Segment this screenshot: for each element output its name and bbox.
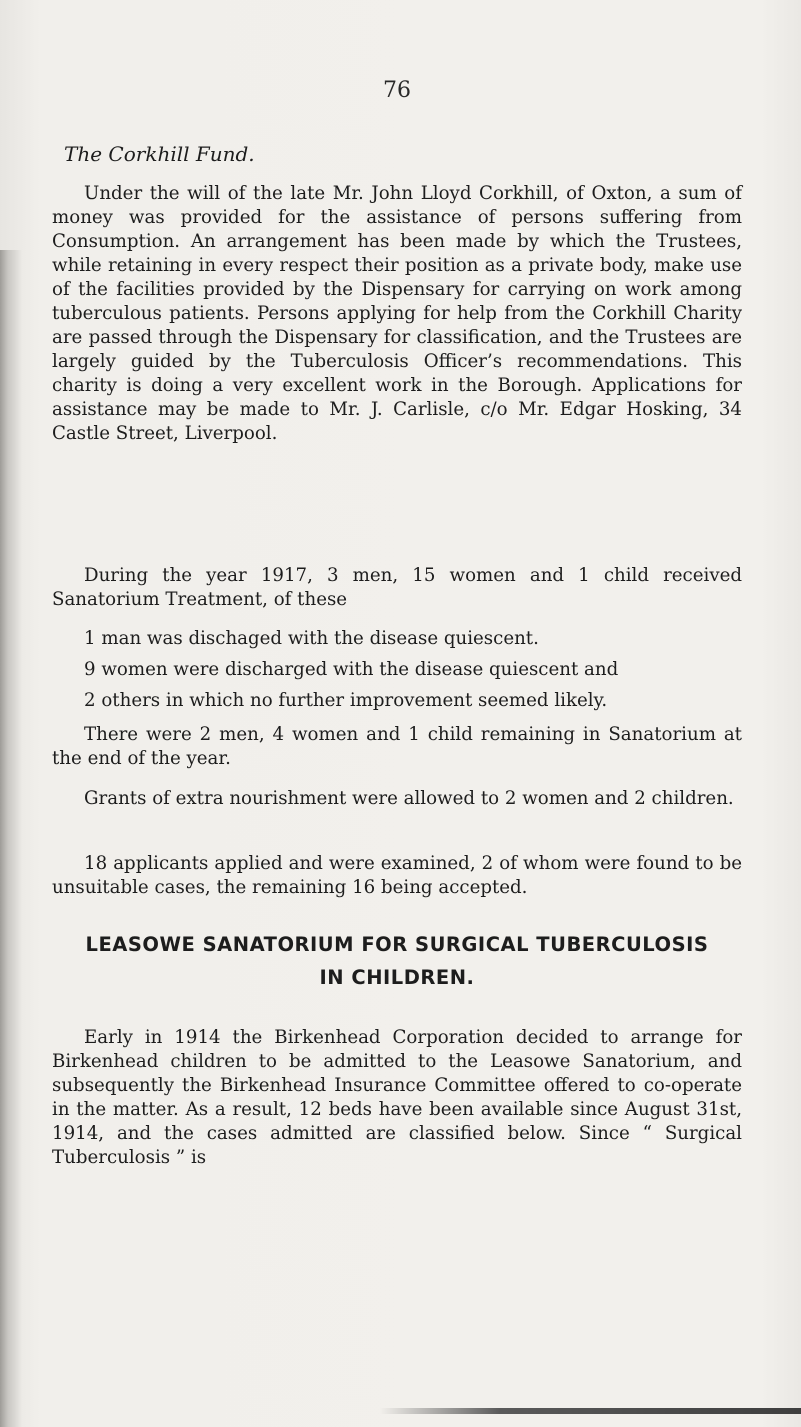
list-item: 2 others in which no further improvement seemed likely. [84, 690, 608, 711]
heading-in-children: IN CHILDREN. [319, 966, 475, 989]
section-title-corkhill-fund: The Corkhill Fund. [64, 142, 255, 166]
paragraph-birkenhead-arrangement: Early in 1914 the Birkenhead Corporation decided to arrange for Birkenhead children to be admitted to the Leasowe Sanatorium, and subsequently the Birkenhead Insurance Committee offered to co-operate in the matter. As a result, 12 beds have been available since August 31st, 1914, and the cases admitted are classified below. Since “ Surgical Tuberculosis ” is [52, 1027, 742, 1168]
paragraph-nourishment-grants: Grants of extra nourishment were allowed to 2 women and 2 children. [84, 788, 734, 809]
page-bottom-edge [380, 1408, 801, 1414]
page-number: 76 [383, 78, 411, 103]
paragraph-remaining-patients: There were 2 men, 4 women and 1 child remaining in Sanatorium at the end of the year. [52, 724, 742, 769]
heading-leasowe-sanatorium: LEASOWE SANATORIUM FOR SURGICAL TUBERCULOSIS [85, 933, 709, 956]
list-item: 1 man was dischaged with the disease quiescent. [84, 628, 539, 649]
paragraph-year-1917: During the year 1917, 3 men, 15 women and 1 child received Sanatorium Treatment, of these [52, 565, 742, 610]
list-item: 9 women were discharged with the disease quiescent and [84, 659, 619, 680]
paragraph-corkhill-will: Under the will of the late Mr. John Lloyd Corkhill, of Oxton, a sum of money was provided for the assistance of persons suffering from Consumption. An arrangement has been made by which the Trustees, while retaining in every respect their position as a private body, make use of the facilities provided by the Dispensary for carrying on work among tuberculous patients. Persons applying for help from the Corkhill Charity are passed through the Dispensary for classification, and the Trustees are largely guided by the Tuberculosis Officer’s recommendations. This charity is doing a very excellent work in the Borough. Applications for assistance may be made to Mr. J. Carlisle, c/o Mr. Edgar Hosking, 34 Castle Street, Liverpool. [52, 183, 742, 444]
paragraph-applicants: 18 applicants applied and were examined, 2 of whom were found to be unsuitable cases, the remaining 16 being accepted. [52, 853, 742, 898]
page-edge-shadow [0, 250, 22, 1427]
